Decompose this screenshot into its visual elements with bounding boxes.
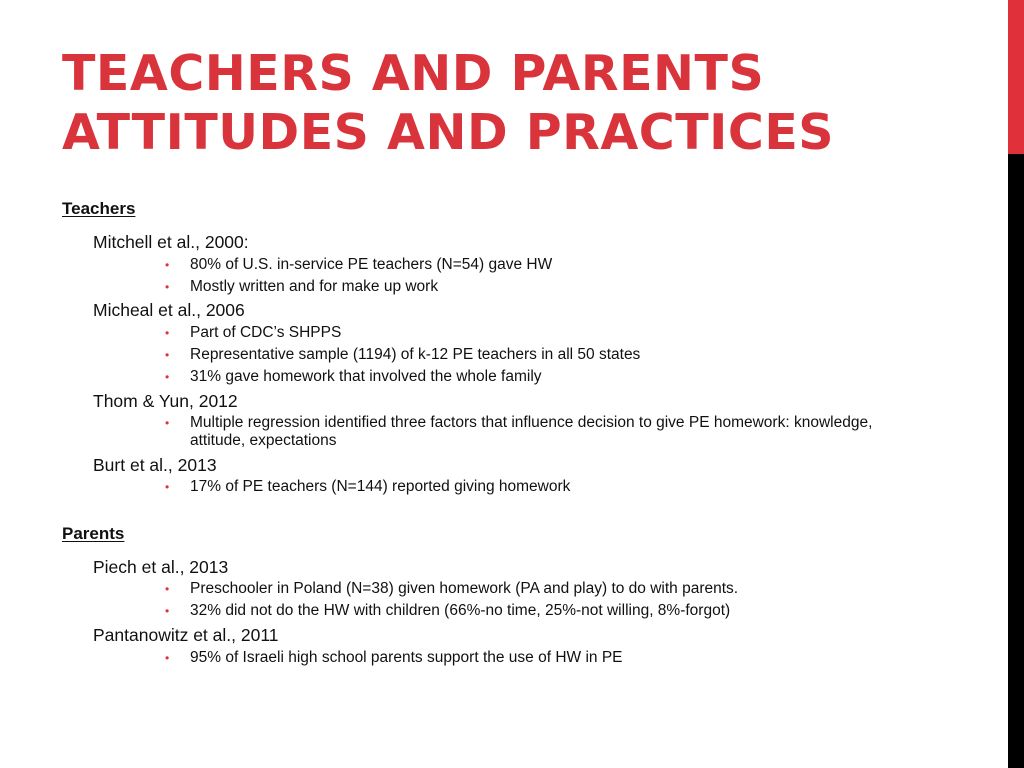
bullet-text: 80% of U.S. in-service PE teachers (N=54) gave HW <box>190 256 553 273</box>
bullet-item <box>165 649 965 667</box>
bullet-text: 32% did not do the HW with children (66%-no time, 25%-not willing, 8%-forgot) <box>190 602 731 619</box>
study-source: Burt et al., 2013 <box>93 455 217 475</box>
bullet-text: Representative sample (1194) of k-12 PE teachers in all 50 states <box>190 346 641 363</box>
bullet-item <box>165 414 910 450</box>
bullet-text: 17% of PE teachers (N=144) reported giving homework <box>190 478 571 495</box>
bullet-icon: • <box>165 480 170 494</box>
study-source: Thom & Yun, 2012 <box>93 391 238 411</box>
bullet-item <box>165 278 965 296</box>
bullet-icon: • <box>165 326 170 340</box>
sidebar-accent-black <box>1008 154 1024 768</box>
bullet-icon: • <box>165 280 170 294</box>
study-source: Piech et al., 2013 <box>93 557 229 577</box>
bullet-icon: • <box>165 370 170 384</box>
bullet-text: 31% gave homework that involved the whole family <box>190 368 542 385</box>
bullet-item <box>165 602 965 620</box>
bullet-text: Mostly written and for make up work <box>190 278 439 295</box>
bullet-item <box>165 324 965 342</box>
bullet-icon: • <box>165 604 170 618</box>
slide-title-line-1: TEACHERS AND PARENTS <box>62 45 765 102</box>
bullet-text: 95% of Israeli high school parents support the use of HW in PE <box>190 649 623 666</box>
bullet-item <box>165 580 965 598</box>
bullet-icon: • <box>165 348 170 362</box>
slide-title <box>62 44 992 162</box>
bullet-item <box>165 346 965 364</box>
bullet-text: Part of CDC’s SHPPS <box>190 324 342 341</box>
bullet-icon: • <box>165 416 170 430</box>
bullet-item <box>165 478 965 496</box>
parents-heading: Parents <box>62 524 125 543</box>
bullet-icon: • <box>165 582 170 596</box>
study-source: Pantanowitz et al., 2011 <box>93 625 279 645</box>
bullet-text: Multiple regression identified three factors that influence decision to give PE homework: knowledge, attitude, expectations <box>190 414 873 449</box>
sidebar-accent-red <box>1008 0 1024 154</box>
bullet-item <box>165 368 965 386</box>
bullet-icon: • <box>165 258 170 272</box>
study-source: Mitchell et al., 2000: <box>93 232 249 252</box>
study-source: Micheal et al., 2006 <box>93 300 245 320</box>
bullet-icon: • <box>165 651 170 665</box>
teachers-heading: Teachers <box>62 199 136 218</box>
bullet-text: Preschooler in Poland (N=38) given homework (PA and play) to do with parents. <box>190 580 739 597</box>
bullet-item <box>165 256 965 274</box>
slide-title-line-2: ATTITUDES AND PRACTICES <box>62 104 835 161</box>
